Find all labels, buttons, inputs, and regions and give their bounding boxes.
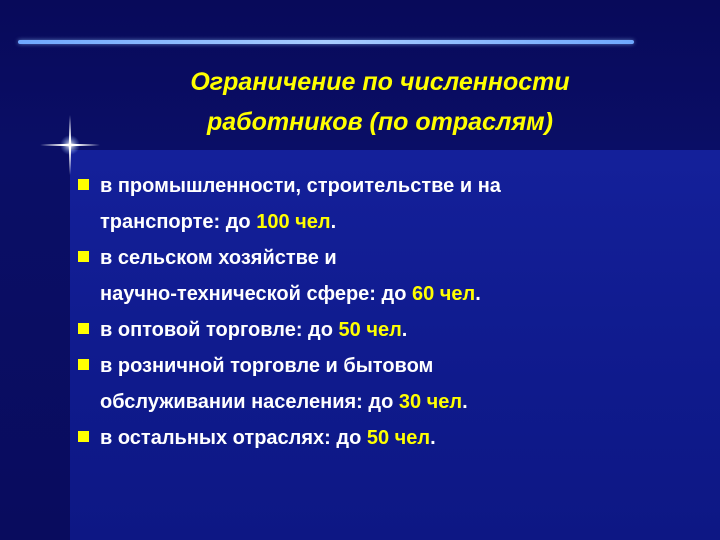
- list-item: [78, 420, 698, 456]
- bullet-text-line: [100, 204, 698, 240]
- bullet-list: [78, 168, 698, 456]
- bullet-value: 30 чел: [398, 391, 463, 413]
- bullet-suffix: .: [475, 283, 481, 305]
- bullet-prefix: научно-технической сфере: до: [100, 283, 412, 305]
- title-line-2: работников (по отраслям): [207, 108, 553, 136]
- bullet-suffix: .: [330, 211, 337, 233]
- bullet-suffix: .: [430, 427, 436, 449]
- left-band: [0, 150, 70, 540]
- bullet-text-line: [100, 384, 698, 420]
- bullet-marker-icon: [78, 251, 89, 262]
- bullet-value: 100 чел: [256, 211, 331, 233]
- bullet-suffix: .: [401, 319, 408, 341]
- bullet-text-line: [100, 276, 698, 312]
- list-item: [78, 348, 698, 420]
- sparkle-icon: [40, 115, 100, 175]
- list-item: [78, 240, 698, 312]
- bullet-text-line: в сельском хозяйстве и: [100, 247, 337, 269]
- bullet-text-line: в промышленности, строительстве и на: [100, 175, 501, 197]
- list-item: [78, 168, 698, 240]
- top-divider-line: [18, 40, 634, 44]
- bullet-prefix: в оптовой торговле: до: [100, 319, 339, 341]
- bullet-prefix: в остальных отраслях: до: [100, 427, 367, 449]
- bullet-prefix: транспорте: до: [100, 211, 257, 233]
- bullet-value: 50 чел: [338, 319, 402, 341]
- bullet-value: 60 чел: [411, 283, 476, 305]
- bullet-value: 50 чел: [366, 427, 431, 449]
- slide-title: [120, 62, 640, 142]
- bullet-text-line: в розничной торговле и бытовом: [100, 355, 434, 377]
- bullet-marker-icon: [78, 359, 89, 370]
- bullet-text-line: [100, 420, 698, 456]
- list-item: [78, 312, 698, 348]
- bullet-text-line: [100, 312, 698, 348]
- bullet-marker-icon: [78, 431, 89, 442]
- bullet-marker-icon: [78, 323, 89, 334]
- bullet-marker-icon: [78, 179, 89, 190]
- title-line-1: Ограничение по численности: [190, 68, 570, 96]
- bullet-suffix: .: [462, 391, 468, 413]
- bullet-prefix: обслуживании населения: до: [100, 391, 399, 413]
